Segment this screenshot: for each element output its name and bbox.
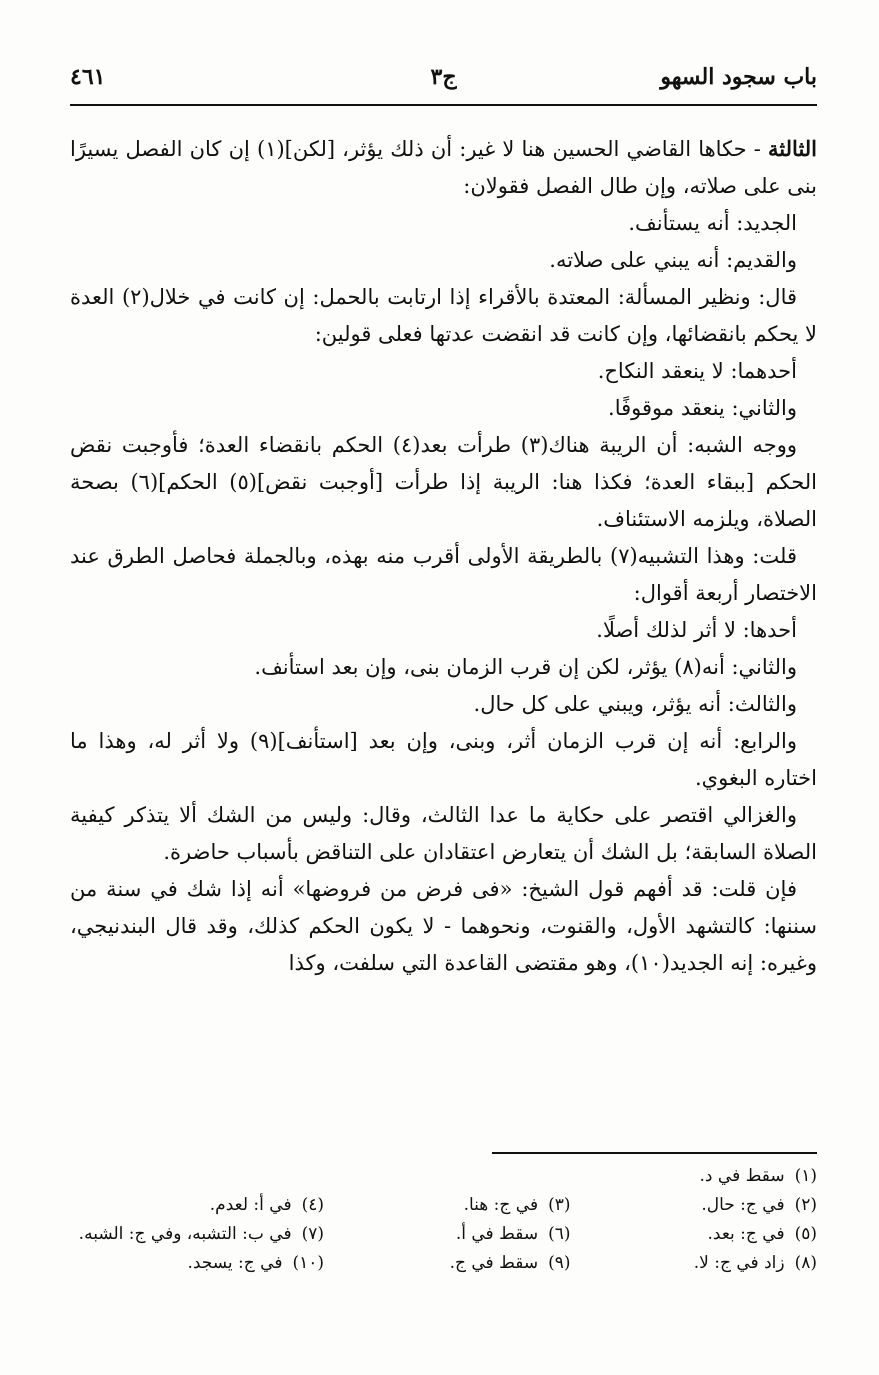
volume-label: ج٣ [430,64,457,90]
paragraph: قلت: وهذا التشبيه(٧) بالطريقة الأولى أقرب منه بهذه، وبالجملة فحاصل الطرق عند الاختصار أربعة أقوال: [70,544,817,605]
paragraph: والثاني: أنه(٨) يؤثر، لكن إن قرب الزمان بنى، وإن بعد استأنف. [254,655,797,679]
footnote-number: (٣) [548,1195,571,1215]
footnote-text: سقط في أ. [455,1224,539,1244]
paragraph: الجديد: أنه يستأنف. [628,211,797,235]
footnote-text: في ب: التشبه، وفي ج: الشبه. [78,1224,292,1244]
chapter-title: باب سجود السهو [660,64,817,90]
footnote [571,1162,818,1191]
paragraph: والقديم: أنه يبني على صلاته. [549,248,797,272]
footnote-text: في ج: بعد. [707,1224,785,1244]
footnote-number: (٢) [794,1195,817,1215]
footnotes [70,1162,817,1278]
footnote-text: زاد في ج: لا. [693,1253,785,1273]
paragraph: قال: ونظير المسألة: المعتدة بالأقراء إذا ارتابت بالحمل: إن كانت في خلال(٢) العدة لا يحكم بانقضائها، وإن كانت قد انقضت عدتها فعلى قولين: [70,285,817,346]
footnote-number: (٨) [794,1253,817,1273]
footnote-number: (٦) [548,1224,571,1244]
footnote-number: (٤) [301,1195,324,1215]
footnote-row [70,1220,817,1249]
footnote [324,1220,571,1249]
footnote-number: (٧) [301,1224,324,1244]
footnote-divider [492,1152,817,1154]
footnote [571,1191,818,1220]
paragraph: ووجه الشبه: أن الريبة هناك(٣) طرأت بعد(٤) الحكم بانقضاء العدة؛ فأوجبت نقض الحكم [ببقاء العدة؛ فكذا هنا: الريبة إذا طرأت [أوجبت نقض](٥) الحكم](٦) بصحة الصلاة، ويلزمه الاستئناف. [70,433,817,531]
footnote-number: (٩) [548,1253,571,1273]
paragraph-lead: الثالثة [768,136,818,161]
footnote [78,1249,325,1278]
footnote-text: في ج: هنا. [463,1195,539,1215]
footnote [78,1220,325,1249]
paragraph-text: - حكاها القاضي الحسين هنا لا غير: أن ذلك يؤثر، [لكن](١) إن كان الفصل يسيرًا بنى على صلاته، وإن طال الفصل فقولان: [70,137,817,198]
header-divider [70,104,817,106]
paragraph: والثاني: ينعقد موقوفًا. [608,396,797,420]
paragraph: فإن قلت: قد أفهم قول الشيخ: «فى فرض من فروضها» أنه إذا شك في سنة من سننها: كالتشهد الأول، والقنوت، ونحوهما - لا يكون الحكم كذلك، وقد قال البندنيجي، وغيره: إنه الجديد(١٠)، وهو مقتضى القاعدة التي سلفت، وكذا [70,877,817,975]
footnote-text: في ج: يسجد. [187,1253,283,1273]
footnote-text: سقط في د. [699,1166,785,1186]
footnote-number: (١٠) [292,1253,324,1273]
footnote-text: في أ: لعدم. [209,1195,292,1215]
paragraph: والغزالي اقتصر على حكاية ما عدا الثالث، وقال: وليس من الشك ألا يتذكر كيفية الصلاة السابقة؛ بل الشك أن يتعارض اعتقادان على التناقض بأسباب حاضرة. [70,803,817,864]
paragraph: والثالث: أنه يؤثر، ويبني على كل حال. [473,692,797,716]
footnote-text: سقط في ج. [449,1253,539,1273]
footnote-text: في ج: حال. [701,1195,785,1215]
paragraph: أحدها: لا أثر لذلك أصلًا. [596,618,797,642]
paragraph: أحدهما: لا ينعقد النكاح. [597,359,797,383]
footnote-row [70,1162,817,1191]
page-number: ٤٦١ [70,64,106,90]
footnote [78,1191,325,1220]
footnote-number: (١) [794,1166,817,1186]
paragraph: والرابع: أنه إن قرب الزمان أثر، وبنى، وإن بعد [استأنف](٩) ولا أثر له، وهذا ما اختاره البغوي. [70,729,817,790]
footnote [324,1191,571,1220]
footnote [571,1249,818,1278]
footnote-number: (٥) [794,1224,817,1244]
footnote-row [70,1249,817,1278]
footnote [571,1220,818,1249]
paragraph [70,130,817,205]
footnote-row [70,1191,817,1220]
footnote [324,1249,571,1278]
page-header [70,60,817,100]
main-text [70,130,817,982]
